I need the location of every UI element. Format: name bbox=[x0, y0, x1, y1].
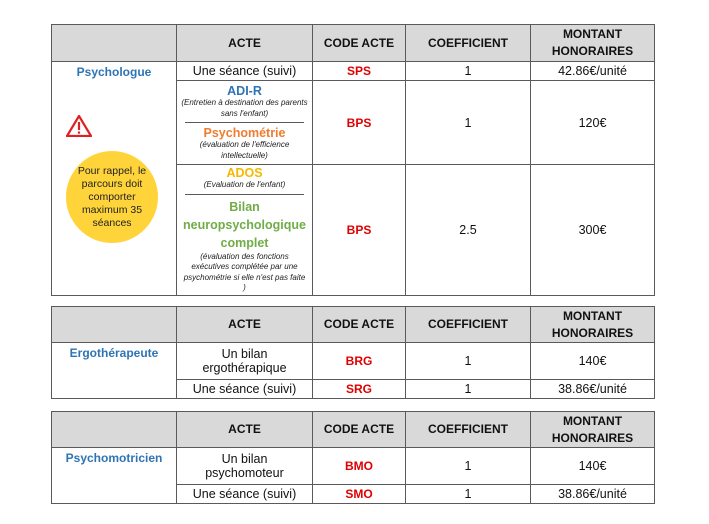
psychologue-row1-coef: 1 bbox=[406, 62, 531, 81]
psychologue-row3-coef: 2.5 bbox=[406, 165, 531, 296]
psychologue-row2-acte bbox=[177, 81, 313, 165]
ergotherapeute-row2-coef: 1 bbox=[406, 380, 531, 399]
ergotherapeute-row1-acte-line2: ergothérapique bbox=[202, 361, 287, 375]
reminder-circle bbox=[66, 151, 158, 243]
header-code-acte: CODE ACTE bbox=[313, 412, 406, 448]
bilan-line1: Bilan bbox=[229, 199, 260, 214]
header-acte: ACTE bbox=[177, 412, 313, 448]
header-blank-cell bbox=[52, 25, 177, 62]
header-acte: ACTE bbox=[177, 25, 313, 62]
psychomotricien-row1-acte bbox=[177, 448, 313, 485]
ergotherapeute-row2-code: SRG bbox=[313, 380, 406, 399]
psychologue-row3-acte bbox=[177, 165, 313, 296]
psychomotricien-profession-cell bbox=[52, 448, 177, 504]
psychologue-row2-coef: 1 bbox=[406, 81, 531, 165]
psychologue-table bbox=[51, 24, 655, 296]
header-montant-line2: HONORAIRES bbox=[551, 44, 634, 58]
psychomotricien-row2-montant: 38.86€/unité bbox=[531, 485, 655, 504]
psychomotricien-row1-code: BMO bbox=[313, 448, 406, 485]
psychologue-row3-code: BPS bbox=[313, 165, 406, 296]
psychologue-row1-montant: 42.86€/unité bbox=[531, 62, 655, 81]
ergotherapeute-table bbox=[51, 306, 655, 399]
bilan-line2: neuropsychologique bbox=[183, 217, 306, 232]
header-coefficient: COEFFICIENT bbox=[406, 412, 531, 448]
ergotherapeute-row2-acte: Une séance (suivi) bbox=[177, 380, 313, 399]
header-montant-honoraires bbox=[531, 307, 655, 343]
header-blank-cell bbox=[52, 307, 177, 343]
profession-psychomotricien: Psychomotricien bbox=[65, 451, 163, 465]
acte-divider bbox=[185, 122, 304, 123]
header-blank-cell bbox=[52, 412, 177, 448]
adir-note: (Entretien à destination des parents sans l'enfant) bbox=[181, 98, 308, 118]
ergotherapeute-row1-coef: 1 bbox=[406, 343, 531, 380]
psychologue-row2-code: BPS bbox=[313, 81, 406, 165]
adir-label: ADI-R bbox=[227, 84, 262, 98]
acte-divider bbox=[185, 194, 304, 195]
ergotherapeute-row1-acte bbox=[177, 343, 313, 380]
ergotherapeute-profession-cell bbox=[52, 343, 177, 399]
bilan-note: (évaluation des fonctions exécutives complétée par une psychométrie si elle n'est pas faite ) bbox=[183, 251, 306, 293]
header-code-acte: CODE ACTE bbox=[313, 307, 406, 343]
psychologue-row3-montant: 300€ bbox=[531, 165, 655, 296]
ados-label: ADOS bbox=[226, 166, 263, 181]
header-montant-line1: MONTANT bbox=[562, 27, 623, 41]
profession-psychologue: Psychologue bbox=[76, 65, 152, 79]
psychomotricien-row1-coef: 1 bbox=[406, 448, 531, 485]
ergotherapeute-row1-acte-line1: Un bilan bbox=[221, 347, 268, 361]
psychomotricien-row1-acte-line2: psychomoteur bbox=[205, 466, 284, 480]
profession-ergotherapeute: Ergothérapeute bbox=[69, 346, 159, 360]
ergotherapeute-row2-montant: 38.86€/unité bbox=[531, 380, 655, 399]
bilan-line3: complet bbox=[220, 235, 269, 250]
header-coefficient: COEFFICIENT bbox=[406, 25, 531, 62]
header-montant-line2: HONORAIRES bbox=[551, 325, 634, 340]
header-coefficient: COEFFICIENT bbox=[406, 307, 531, 343]
header-acte: ACTE bbox=[177, 307, 313, 343]
psychologue-profession-cell bbox=[52, 62, 177, 296]
header-montant-honoraires bbox=[531, 25, 655, 62]
header-code-acte: CODE ACTE bbox=[313, 25, 406, 62]
psychomotricien-row1-montant: 140€ bbox=[531, 448, 655, 485]
header-montant-honoraires bbox=[531, 412, 655, 448]
header-montant-line1: MONTANT bbox=[562, 413, 623, 428]
reminder-text: Pour rappel, le parcours doit comporter maximum 35 séances bbox=[77, 164, 147, 229]
psychologue-row2-montant: 120€ bbox=[531, 81, 655, 165]
psychometrie-label: Psychométrie bbox=[203, 126, 286, 140]
psychomotricien-row2-code: SMO bbox=[313, 485, 406, 504]
psychomotricien-row1-acte-line1: Un bilan bbox=[221, 452, 268, 466]
header-montant-line2: HONORAIRES bbox=[551, 430, 634, 445]
ados-note: (Evaluation de l'enfant) bbox=[203, 180, 286, 190]
psychologue-row1-code: SPS bbox=[313, 62, 406, 81]
ergotherapeute-row1-code: BRG bbox=[313, 343, 406, 380]
warning-triangle-icon bbox=[66, 115, 92, 137]
psychologue-row1-acte: Une séance (suivi) bbox=[177, 62, 313, 81]
ergotherapeute-row1-montant: 140€ bbox=[531, 343, 655, 380]
psychomotricien-row2-coef: 1 bbox=[406, 485, 531, 504]
header-montant-line1: MONTANT bbox=[562, 308, 623, 323]
psychomotricien-row2-acte: Une séance (suivi) bbox=[177, 485, 313, 504]
psychomotricien-table bbox=[51, 411, 655, 504]
psychometrie-note: (évaluation de l'efficience intellectuelle) bbox=[199, 140, 290, 160]
